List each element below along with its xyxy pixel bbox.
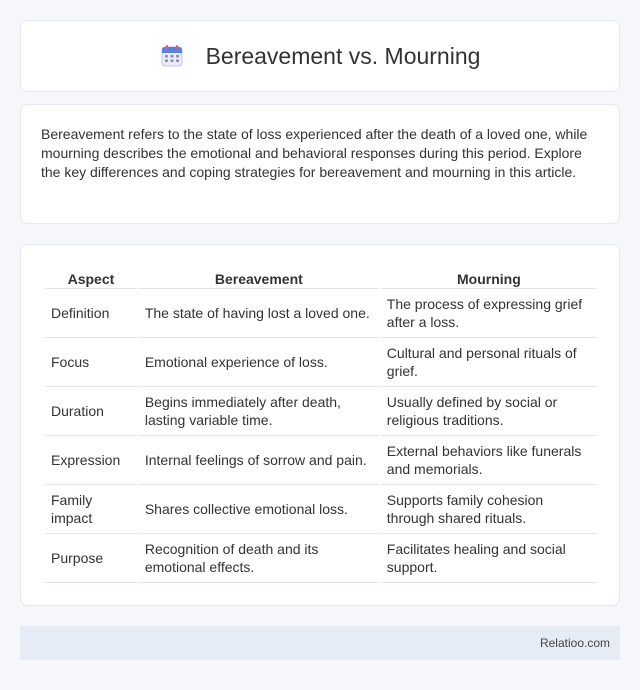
table-row: [45, 436, 597, 485]
footer-brand[interactable]: Relatioo.com: [539, 636, 610, 650]
row-aspect: Expression: [45, 436, 137, 485]
row-aspect: Focus: [45, 338, 137, 387]
row-bereavement: Emotional experience of loss.: [139, 338, 379, 387]
table-row: [45, 485, 597, 534]
table-row: [45, 338, 597, 387]
intro-text: Bereavement refers to the state of loss experienced after the death of a loved one, while mourning describes the emotional and behavioral responses during this period. Explore the key differences and coping strategies for bereavement and mourning in this article.: [41, 126, 588, 180]
table-row: [45, 534, 597, 583]
table-row: [45, 387, 597, 436]
comparison-table: [43, 265, 599, 583]
header-mourning: Mourning: [381, 265, 597, 289]
row-bereavement: Shares collective emotional loss.: [139, 485, 379, 534]
row-bereavement: Begins immediately after death, lasting variable time.: [139, 387, 379, 436]
row-mourning: Usually defined by social or religious traditions.: [381, 387, 597, 436]
row-bereavement: The state of having lost a loved one.: [139, 289, 379, 338]
row-aspect: Family impact: [45, 485, 137, 534]
row-aspect: Purpose: [45, 534, 137, 583]
row-mourning: Cultural and personal rituals of grief.: [381, 338, 597, 387]
header-bereavement: Bereavement: [139, 265, 379, 289]
row-mourning: External behaviors like funerals and memorials.: [381, 436, 597, 485]
row-aspect: Definition: [45, 289, 137, 338]
row-mourning: Facilitates healing and social support.: [381, 534, 597, 583]
comparison-card: [20, 244, 620, 606]
footer: [20, 626, 620, 660]
row-mourning: Supports family cohesion through shared rituals.: [381, 485, 597, 534]
row-mourning: The process of expressing grief after a loss.: [381, 289, 597, 338]
table-header-row: [45, 265, 597, 289]
row-bereavement: Recognition of death and its emotional effects.: [139, 534, 379, 583]
row-bereavement: Internal feelings of sorrow and pain.: [139, 436, 379, 485]
page-title: Bereavement vs. Mourning: [205, 42, 481, 69]
calendar-icon: [160, 44, 184, 68]
title-card: [20, 20, 620, 92]
header-aspect: Aspect: [45, 265, 137, 289]
intro-card: [20, 104, 620, 224]
table-row: [45, 289, 597, 338]
row-aspect: Duration: [45, 387, 137, 436]
